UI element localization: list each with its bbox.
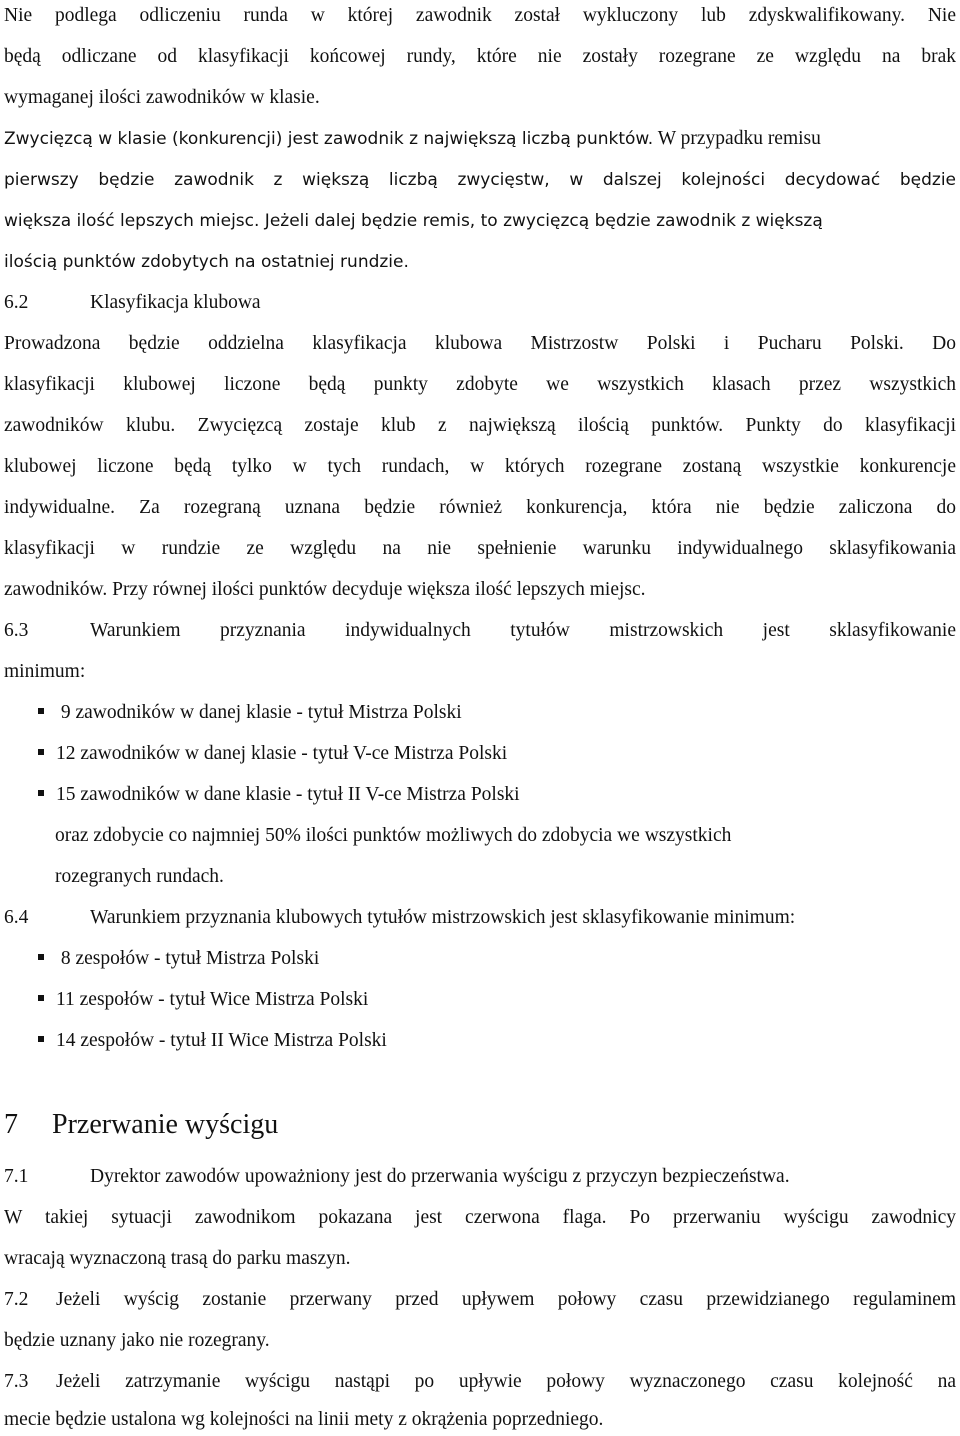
section-7-3 [4, 1370, 956, 1394]
bullet-icon [38, 954, 44, 960]
paragraph-line: rozegranych rundach. [55, 866, 224, 887]
section-7-2 [4, 1288, 956, 1312]
bullet-icon [38, 708, 44, 714]
section-number: 6.2 [4, 292, 29, 313]
list-item [38, 701, 956, 725]
paragraph-line: pierwszy będzie zawodnik z większą liczbą zwycięstw, w dalszej kolejności decydować będzie [4, 170, 956, 190]
bullet-icon [38, 995, 44, 1001]
list-item [38, 988, 956, 1012]
paragraph-line: minimum: [4, 661, 86, 682]
list-item-text: 15 zawodników w dane klasie - tytuł II V-ce Mistrza Polski [56, 784, 520, 805]
section-heading-6-2 [4, 291, 956, 315]
section-text: Jeżeli wyścig zostanie przerwany przed upływem połowy czasu przewidzianego regulaminem [56, 1289, 956, 1310]
list-item [38, 783, 956, 807]
paragraph-line: Nie podlega odliczeniu runda w której zawodnik został wykluczony lub zdyskwalifikowany. Nie [4, 5, 956, 26]
chapter-heading [4, 1108, 956, 1142]
paragraph-line: będą odliczane od klasyfikacji końcowej rundy, które nie zostały rozegrane ze względu na brak [4, 46, 956, 67]
paragraph-line: klubowej liczone będą tylko w tych rundach, w których rozegrane zostaną wszystkie konkurencje [4, 456, 956, 477]
paragraph-line: wracają wyznaczoną trasą do parku maszyn. [4, 1248, 351, 1269]
list-item [38, 742, 956, 766]
section-number: 6.3 [4, 620, 29, 641]
bullet-icon [38, 790, 44, 796]
section-text: Warunkiem przyznania klubowych tytułów mistrzowskich jest sklasyfikowanie minimum: [90, 907, 796, 928]
list-item [38, 947, 956, 971]
paragraph-line: oraz zdobycie co najmniej 50% ilości punktów możliwych do zdobycia we wszystkich [55, 825, 732, 846]
paragraph-line: mecie będzie ustalona wg kolejności na linii mety z okrążenia poprzedniego. [4, 1409, 604, 1430]
chapter-title: Przerwanie wyścigu [52, 1109, 279, 1140]
section-number: 7.3 [4, 1371, 29, 1392]
paragraph-span: Zwycięzcą w klasie (konkurencji) jest zawodnik z największą liczbą punktów. [4, 129, 654, 149]
bullet-icon [38, 749, 44, 755]
paragraph-span: Jeżeli dalej będzie remis, to zwycięzcą będzie zawodnik z większą [259, 211, 823, 231]
section-number: 6.4 [4, 907, 29, 928]
paragraph-line: zawodników. Przy równej ilości punktów decyduje większa ilość lepszych miejsc. [4, 579, 646, 600]
list-item-text: 9 zawodników w danej klasie - tytuł Mistrza Polski [56, 702, 462, 723]
section-text: Warunkiem przyznania indywidualnych tytułów mistrzowskich jest sklasyfikowanie [90, 620, 956, 641]
bullet-icon [38, 1036, 44, 1042]
paragraph-line: klasyfikacji klubowej liczone będą punkty zdobyte we wszystkich klasach przez wszystkich [4, 374, 956, 395]
paragraph-line: będzie uznany jako nie rozegrany. [4, 1330, 270, 1351]
chapter-number: 7 [4, 1109, 18, 1140]
section-number: 7.1 [4, 1166, 29, 1187]
section-text: Jeżeli zatrzymanie wyścigu nastąpi po upływie połowy wyznaczonego czasu kolejność na [56, 1371, 956, 1392]
section-title: Klasyfikacja klubowa [90, 292, 261, 313]
section-7-1 [4, 1165, 956, 1189]
paragraph-line: Prowadzona będzie oddzielna klasyfikacja klubowa Mistrzostw Polski i Pucharu Polski. Do [4, 333, 956, 354]
section-heading-6-4 [4, 906, 956, 930]
paragraph-line [4, 209, 956, 233]
paragraph-line: klasyfikacji w rundzie ze względu na nie spełnienie warunku indywidualnego sklasyfikowania [4, 538, 956, 559]
list-item-text: 12 zawodników w danej klasie - tytuł V-ce Mistrza Polski [56, 743, 508, 764]
paragraph-span: większa ilość lepszych miejsc. [4, 211, 260, 231]
list-item-text: 11 zespołów - tytuł Wice Mistrza Polski [56, 989, 369, 1010]
paragraph-line: indywidualne. Za rozegraną uznana będzie również konkurencja, która nie będzie zaliczona do [4, 497, 956, 518]
section-heading-6-3 [4, 619, 956, 643]
paragraph-line: wymaganej ilości zawodników w klasie. [4, 87, 320, 108]
list-item-text: 8 zespołów - tytuł Mistrza Polski [56, 948, 320, 969]
paragraph-line: zawodników klubu. Zwycięzcą zostaje klub z największą ilością punktów. Punkty do klasyfikacji [4, 415, 956, 436]
paragraph-line [4, 127, 956, 151]
paragraph-span: W przypadku remisu [653, 128, 821, 149]
section-number: 7.2 [4, 1289, 29, 1310]
list-item-text: 14 zespołów - tytuł II Wice Mistrza Polski [56, 1030, 387, 1051]
section-text: Dyrektor zawodów upoważniony jest do przerwania wyścigu z przyczyn bezpieczeństwa. [90, 1166, 790, 1187]
paragraph-line: W takiej sytuacji zawodnikom pokazana jest czerwona flaga. Po przerwaniu wyścigu zawodnicy [4, 1207, 956, 1228]
list-item [38, 1029, 956, 1053]
paragraph-line: ilością punktów zdobytych na ostatniej rundzie. [4, 252, 409, 272]
